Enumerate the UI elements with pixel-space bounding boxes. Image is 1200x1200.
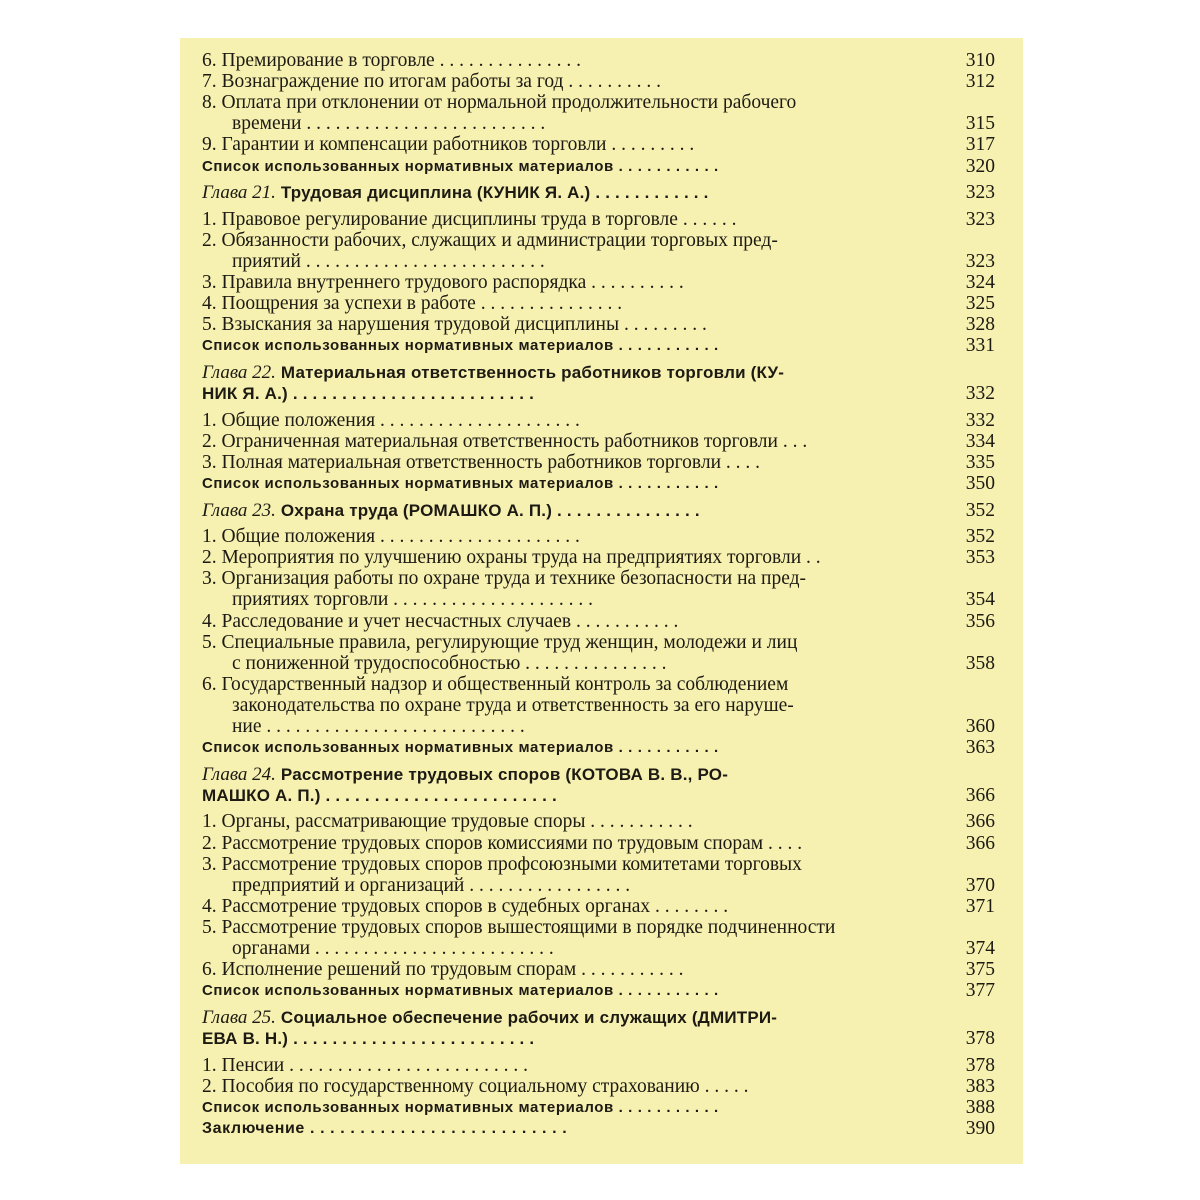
entry-text: с пониженной трудоспособностью . . . . . . . . . . . . . . . (232, 652, 667, 674)
entry-text: 5. Специальные правила, регулирующие труд женщин, молодежи и лиц (202, 631, 798, 653)
chapter-label: Глава 22. (202, 361, 276, 383)
entry-text-line (202, 896, 728, 917)
entry-text-line (202, 980, 719, 1001)
page-number: 390 (965, 1117, 995, 1139)
entry-text: ЕВА В. Н.) . . . . . . . . . . . . . . . . . . . . . . . . . (202, 1028, 535, 1048)
page-number: 353 (965, 547, 995, 569)
page-number: 371 (965, 895, 995, 917)
entry-text-line (202, 938, 554, 959)
entry-text-line (202, 71, 661, 92)
page-number: 356 (965, 610, 995, 632)
page-number: 323 (965, 250, 995, 272)
entry-text: МАШКО А. П.) . . . . . . . . . . . . . . . . . . . . . . . . (202, 785, 557, 805)
entry-text: предприятий и организаций . . . . . . . . . . . . . . . . . (232, 874, 631, 896)
entry-text: 4. Рассмотрение трудовых споров в судебных органах . . . . . . . . (202, 895, 729, 917)
entry-text: Список использованных нормативных материалов . . . . . . . . . . . (202, 157, 719, 175)
entry-text-line (202, 632, 797, 653)
entry-text-line (202, 1097, 719, 1118)
entry-text: 5. Взыскания за нарушения трудовой дисциплины . . . . . . . . . (202, 314, 707, 336)
page-number: 332 (965, 409, 995, 431)
page-number: 325 (965, 293, 995, 315)
entry-text: 7. Вознаграждение по итогам работы за год . . . . . . . . . . (202, 71, 661, 93)
entry-text-line (202, 500, 700, 521)
entry-text: 1. Органы, рассматривающие трудовые споры . . . . . . . . . . . (202, 811, 693, 833)
entry-text: ние . . . . . . . . . . . . . . . . . . . . . . . . . . . (232, 716, 525, 737)
entry-text-line (202, 113, 545, 134)
page-number: 388 (965, 1096, 995, 1118)
entry-text: приятиях торговли . . . . . . . . . . . . . . . . . . . . . (232, 589, 594, 611)
entry-text: Социальное обеспечение рабочих и служащих (ДМИТРИ- (280, 1007, 778, 1027)
entry-text: Список использованных нормативных материалов . . . . . . . . . . . (202, 982, 719, 1000)
page-number: 360 (965, 716, 995, 737)
entry-text-line (202, 452, 760, 473)
entry-text-line (202, 230, 778, 251)
entry-text-line (202, 251, 545, 272)
entry-text: 2. Пособия по государственному социальному страхованию . . . . . (202, 1075, 749, 1097)
entry-text-line (202, 410, 580, 431)
entry-text-line (202, 134, 694, 155)
page-number: 317 (965, 134, 995, 156)
entry-text-line (202, 1028, 534, 1049)
entry-text: 6. Государственный надзор и общественный контроль за соблюдением (202, 673, 789, 695)
page-number: 370 (965, 874, 995, 896)
entry-text-line (202, 156, 719, 177)
entry-text-line (202, 695, 794, 716)
page-number: 366 (965, 832, 995, 854)
entry-text-line (202, 182, 709, 203)
chapter-label: Глава 21. (202, 182, 276, 204)
entry-text: 6. Премирование в торговле . . . . . . . . . . . . . . . (202, 50, 581, 71)
entry-text-line (202, 50, 581, 71)
page-number: 334 (965, 430, 995, 452)
page-number: 324 (965, 272, 995, 293)
entry-text-line (202, 959, 684, 980)
entry-text-line (202, 653, 667, 674)
entry-text: 3. Правила внутреннего трудового распорядка . . . . . . . . . . (202, 272, 684, 293)
entry-text: законодательства по охране труда и ответственность за его наруше- (232, 694, 794, 716)
page-number: 332 (965, 383, 995, 404)
page-number: 320 (965, 155, 995, 177)
entry-text-line (202, 1118, 567, 1139)
entry-text: Трудовая дисциплина (КУНИК Я. А.) . . . . . . . . . . . . (280, 183, 709, 203)
page-number: 312 (965, 71, 995, 93)
page-number: 358 (965, 652, 995, 674)
entry-text-line (202, 431, 807, 452)
entry-text: 8. Оплата при отклонении от нормальной продолжительности рабочего (202, 92, 797, 114)
page-number: 328 (965, 314, 995, 336)
entry-text-line (202, 785, 557, 806)
entry-text: Рассмотрение трудовых споров (КОТОВА В. В., РО- (280, 764, 729, 784)
chapter-label: Глава 25. (202, 1006, 276, 1028)
entry-text: 4. Расследование и учет несчастных случаев . . . . . . . . . . . (202, 610, 679, 632)
chapter-label: Глава 23. (202, 499, 276, 521)
entry-text: Охрана труда (РОМАШКО А. П.) . . . . . . . . . . . . . . . (280, 500, 700, 520)
entry-text: Список использованных нормативных материалов . . . . . . . . . . . (202, 739, 719, 757)
entry-text-line (202, 917, 835, 938)
entry-text-line (202, 1007, 777, 1028)
entry-text: Список использованных нормативных материалов . . . . . . . . . . . (202, 474, 719, 492)
entry-text: 9. Гарантии и компенсации работников торговли . . . . . . . . . (202, 134, 695, 156)
page-number: 383 (965, 1075, 995, 1097)
page-number: 350 (965, 472, 995, 494)
entry-text-line (202, 473, 719, 494)
entry-text-line (202, 854, 802, 875)
entry-text-line (202, 272, 684, 293)
page-number: 354 (965, 589, 995, 611)
entry-text: 2. Ограниченная материальная ответственность работников торговли . . . (202, 430, 808, 452)
entry-text: органами . . . . . . . . . . . . . . . . . . . . . . . . . (232, 938, 554, 959)
page-number: 323 (965, 182, 995, 204)
entry-text: 3. Рассмотрение трудовых споров профсоюзными комитетами торговых (202, 853, 802, 875)
entry-text: 3. Организация работы по охране труда и технике безопасности на пред- (202, 568, 807, 590)
page-number: 375 (965, 959, 995, 981)
entry-text-line (202, 811, 693, 832)
entry-text-line (202, 875, 630, 896)
entry-text: 5. Рассмотрение трудовых споров вышестоящими в порядке подчиненности (202, 916, 836, 938)
entry-text: 4. Поощрения за успехи в работе . . . . . . . . . . . . . . . (202, 293, 623, 315)
entry-text-line (202, 383, 534, 404)
entry-text: Список использованных нормативных материалов . . . . . . . . . . . (202, 337, 719, 355)
page-number: 363 (965, 737, 995, 759)
page-number: 331 (965, 335, 995, 357)
entry-text-line (202, 362, 784, 383)
page-number: 378 (965, 1027, 995, 1049)
entry-text: Материальная ответственность работников торговли (КУ- (280, 362, 785, 382)
page-number: 352 (965, 499, 995, 521)
entry-text-line (202, 92, 796, 113)
entry-text-line (202, 589, 593, 610)
page-number: 366 (965, 784, 995, 806)
entry-text-line (202, 547, 821, 568)
page-number: 323 (965, 208, 995, 230)
entry-text: 2. Обязанности рабочих, служащих и администрации торговых пред- (202, 229, 778, 251)
entry-text-line (202, 1055, 528, 1076)
page-number: 378 (965, 1054, 995, 1076)
entry-text-line (202, 526, 580, 547)
entry-text-line (202, 716, 525, 737)
document-page (180, 38, 1023, 1164)
entry-text: 1. Пенсии . . . . . . . . . . . . . . . . . . . . . . . . . (202, 1054, 528, 1076)
entry-text: 1. Общие положения . . . . . . . . . . . . . . . . . . . . . (202, 409, 580, 431)
page-number: 315 (965, 113, 995, 135)
entry-text: НИК Я. А.) . . . . . . . . . . . . . . . . . . . . . . . . . (202, 384, 535, 403)
entry-text-line (202, 611, 678, 632)
entry-text: приятий . . . . . . . . . . . . . . . . . . . . . . . . . (232, 250, 545, 272)
page-number: 310 (965, 50, 995, 71)
entry-text: 6. Исполнение решений по трудовым спорам . . . . . . . . . . . (202, 959, 684, 981)
page-number: 352 (965, 526, 995, 548)
page-number: 366 (965, 811, 995, 833)
entry-text-line (202, 1076, 749, 1097)
entry-text: Заключение . . . . . . . . . . . . . . . . . . . . . . . . . . (202, 1119, 568, 1137)
entry-text-line (202, 674, 788, 695)
entry-text-line (202, 764, 728, 785)
page-number: 374 (965, 938, 995, 959)
entry-text-line (202, 833, 802, 854)
entry-text-line (202, 293, 622, 314)
entry-text-line (202, 335, 719, 356)
entry-text: времени . . . . . . . . . . . . . . . . . . . . . . . . . (232, 113, 546, 135)
entry-text-line (202, 568, 806, 589)
entry-text-line (202, 209, 736, 230)
entry-text: 1. Правовое регулирование дисциплины труда в торговле . . . . . . (202, 208, 737, 230)
entry-text: 2. Рассмотрение трудовых споров комиссиями по трудовым спорам . . . . (202, 832, 803, 854)
chapter-label: Глава 24. (202, 763, 276, 785)
entry-text: Список использованных нормативных материалов . . . . . . . . . . . (202, 1098, 719, 1116)
entry-text: 3. Полная материальная ответственность работников торговли . . . . (202, 451, 761, 473)
entry-text: 2. Мероприятия по улучшению охраны труда на предприятиях торговли . . (202, 547, 821, 569)
entry-text: 1. Общие положения . . . . . . . . . . . . . . . . . . . . . (202, 526, 580, 548)
entry-text-line (202, 737, 719, 758)
entry-text-line (202, 314, 707, 335)
page-number: 335 (965, 451, 995, 473)
page-number: 377 (965, 980, 995, 1002)
